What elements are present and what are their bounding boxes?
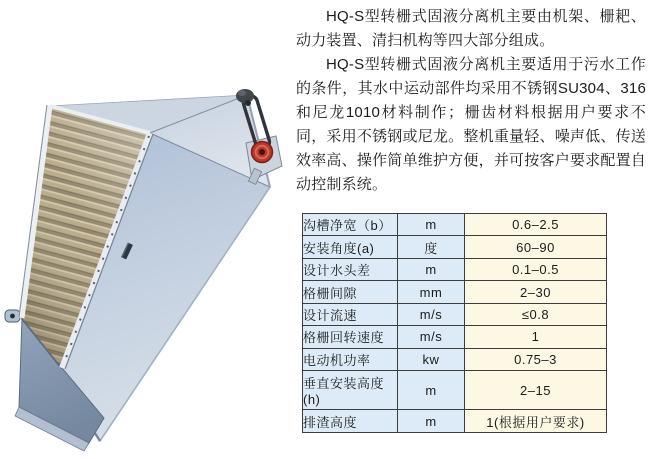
spec-item: 安装角度(a) [303,236,398,258]
spec-unit: m/s [398,326,465,348]
spec-item: 设计流速 [303,303,398,325]
spec-unit: m [398,410,465,433]
spec-value: 2–15 [465,371,607,410]
intro-paragraph-2: HQ-S型转栅式固液分离机主要适用于污水工作的条件，其水中运动部件均采用不锈钢SU304、316和尼龙1010材料制作；栅齿材料根据用户要求不同，采用不锈钢或尼龙。整机重量轻、噪声低、传送效率高、操作简单维护方便，并可按客户要求配置自动控制系统。 [296,56,646,193]
spec-unit: mm [398,281,465,303]
spec-value: 60–90 [465,236,607,258]
spec-item: 排渣高度 [303,410,398,433]
spec-row [303,371,607,410]
spec-value: 0.75–3 [465,348,607,370]
machine-photo [0,0,300,459]
spec-row [303,236,607,258]
spec-value: ≤0.8 [465,303,607,325]
intro-paragraph-1: HQ-S型转栅式固液分离机主要由机架、栅耙、动力装置、清扫机构等四大部分组成。 [296,8,646,49]
spec-row [303,348,607,370]
spec-item: 格栅间隙 [303,281,398,303]
spec-row [303,410,607,433]
spec-value: 1(根据用户要求) [465,410,607,433]
intro-text [296,5,646,197]
spec-unit: m [398,371,465,410]
spec-row [303,258,607,280]
spec-value: 2–30 [465,281,607,303]
spec-unit: m [398,258,465,280]
spec-item: 沟槽净宽（b） [303,214,398,236]
spec-row [303,326,607,348]
spec-item: 电动机功率 [303,348,398,370]
spec-table [302,213,607,433]
spec-value: 0.6–2.5 [465,214,607,236]
spec-unit: m/s [398,303,465,325]
spec-row [303,281,607,303]
spec-unit: kw [398,348,465,370]
spec-row [303,214,607,236]
spec-value: 0.1–0.5 [465,258,607,280]
spec-value: 1 [465,326,607,348]
spec-row [303,303,607,325]
spec-item: 垂直安装高度(h) [303,371,398,410]
spec-item: 格栅回转速度 [303,326,398,348]
spec-item: 设计水头差 [303,258,398,280]
spec-unit: 度 [398,236,465,258]
spec-unit: m [398,214,465,236]
